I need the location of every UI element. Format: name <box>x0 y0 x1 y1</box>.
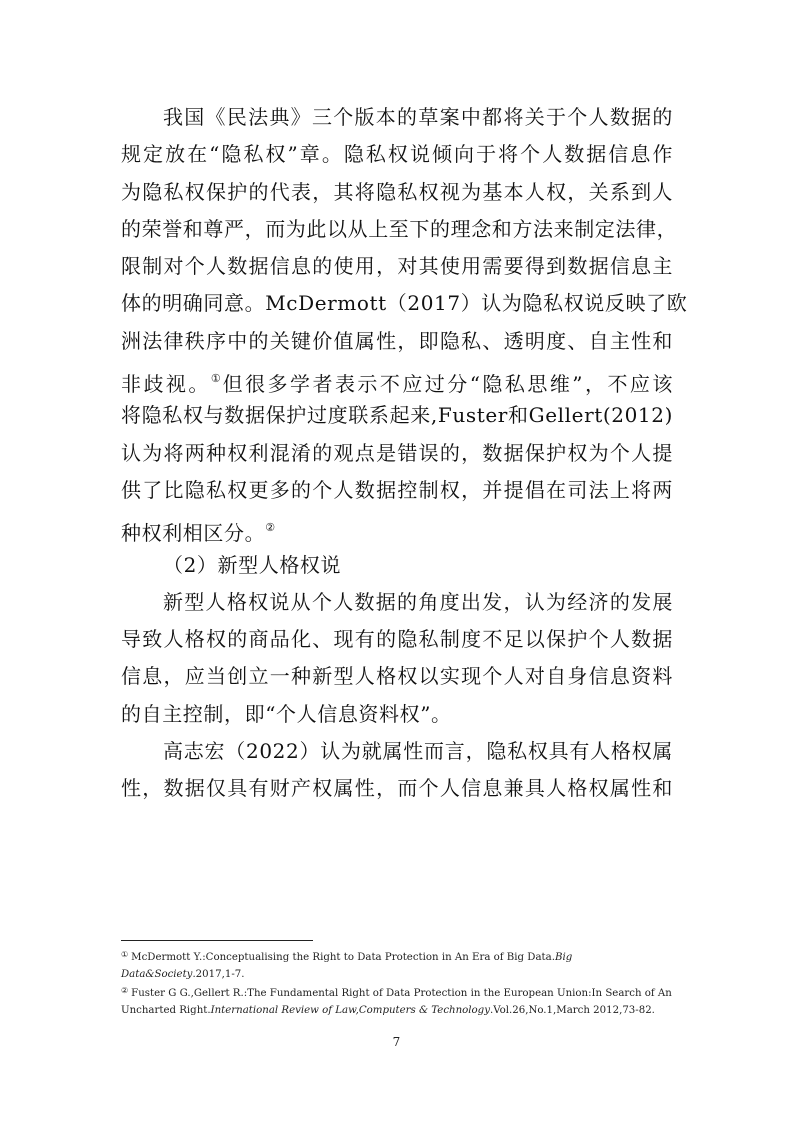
line-text: 非歧视。 <box>121 372 211 397</box>
footnote-reference[interactable]: ① <box>210 372 223 386</box>
paragraph-line: 信息，应当创立一种新型人格权以实现个人对自身信息资料 <box>121 664 673 689</box>
paragraph-line: 体的明确同意。McDermott（2017）认为隐私权说反映了欧 <box>121 291 688 316</box>
footnote-journal: Big Data&Society <box>121 952 573 980</box>
footnote-2 <box>121 983 677 1019</box>
section-heading: （2）新型人格权说 <box>163 552 342 577</box>
footnote-mark: ① <box>121 950 129 959</box>
paragraph-line <box>121 360 673 397</box>
paragraph-line <box>121 509 673 546</box>
paragraph-line: 导致人格权的商品化、现有的隐私制度不足以保护个人数据 <box>121 627 673 652</box>
paragraph-line: 性，数据仅具有财产权属性，而个人信息兼具人格权属性和 <box>121 776 673 801</box>
footnote-journal: International Review of Law,Computers & Technology <box>210 1004 490 1016</box>
footnote-tail: .2017,1-7. <box>192 968 245 980</box>
footnotes <box>121 947 677 1019</box>
paragraph-line: 认为将两种权利混淆的观点是错误的，数据保护权为个人提 <box>121 440 673 465</box>
footnote-1 <box>121 947 677 983</box>
footnote-mark: ② <box>121 986 129 995</box>
paragraph-line: 高志宏（2022）认为就属性而言，隐私权具有人格权属 <box>163 739 673 764</box>
footnote-text: McDermott Y.:Conceptualising the Right to Data Protection in An Era of Big Data. <box>131 952 555 963</box>
paragraph-line: 我国《民法典》三个版本的草案中都将关于个人数据的 <box>163 105 673 129</box>
paragraph-line: 供了比隐私权更多的个人数据控制权，并提倡在司法上将两 <box>121 477 673 502</box>
paragraph-line: 为隐私权保护的代表，其将隐私权视为基本人权，关系到人 <box>121 179 673 204</box>
footnote-text: Fuster G G.,Gellert R.:The Fundamental Right of Data Protection in the European Union:In Search of An Uncharted Right. <box>121 988 672 1016</box>
footnote-reference[interactable]: ② <box>265 521 276 535</box>
paragraph-line: 洲法律秩序中的关键价值属性，即隐私、透明度、自主性和 <box>121 328 673 353</box>
paragraph-line: 新型人格权说从个人数据的角度出发，认为经济的发展 <box>163 589 673 614</box>
paragraph-line: 的自主控制，即“个人信息资料权”。 <box>121 701 452 726</box>
line-text: 但很多学者表示不应过分“隐私思维”，不应该 <box>222 372 673 397</box>
paragraph-line: 的荣誉和尊严，而为此以从上至下的理念和方法来制定法律， <box>121 216 678 241</box>
footnote-tail: .Vol.26,No.1,March 2012,73-82. <box>489 1004 655 1016</box>
line-text: 种权利相区分。 <box>121 521 266 546</box>
paragraph-line: 限制对个人数据信息的使用，对其使用需要得到数据信息主 <box>121 254 673 279</box>
footnote-divider <box>121 940 313 941</box>
paragraph-line: 将隐私权与数据保护过度联系起来,Fuster和Gellert(2012) <box>121 403 673 428</box>
paragraph-line: 规定放在“隐私权”章。隐私权说倾向于将个人数据信息作 <box>121 142 673 167</box>
page-number: 7 <box>392 1035 401 1049</box>
body-text <box>121 99 688 808</box>
